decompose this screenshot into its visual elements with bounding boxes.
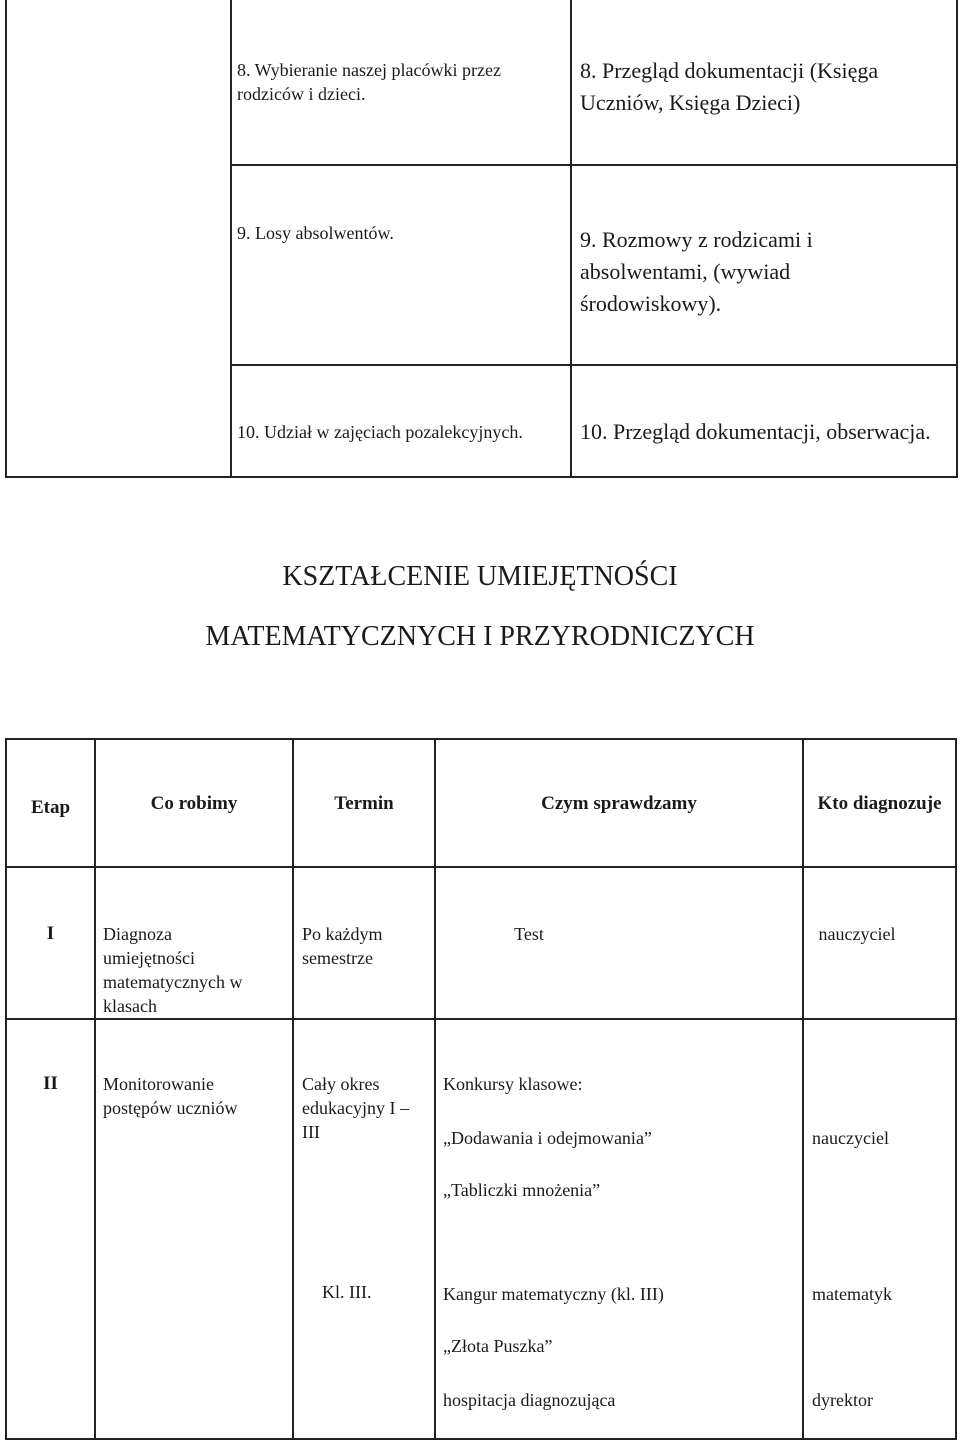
top-table-border-divider [230, 0, 232, 478]
check-method-item: „Złota Puszka” [443, 1336, 553, 1356]
check-method-item: „Tabliczki mnożenia” [443, 1180, 601, 1200]
top-table-border-right [956, 0, 958, 478]
diagnostician-cell: matematyk [812, 1284, 892, 1304]
column-header-czym-sprawdzamy: Czym sprawdzamy [541, 793, 697, 814]
diagnostician-cell: nauczyciel [818, 924, 896, 944]
activity-cell: Monitorowanie postępów uczniów [103, 1074, 238, 1118]
method-cell: 10. Przegląd dokumentacji, obserwacja. [580, 419, 931, 444]
column-header-co-robimy: Co robimy [150, 793, 238, 814]
main-table-border-right [955, 738, 957, 1440]
top-table-border-divider [570, 0, 572, 478]
check-method-item: Kangur matematyczny (kl. III) [443, 1284, 664, 1304]
main-table-row-line [5, 1018, 957, 1020]
main-table-border-top [5, 738, 957, 740]
term-cell: Po każdym semestrze [302, 924, 383, 968]
criterion-cell: 9. Losy absolwentów. [237, 223, 394, 243]
column-header-kto-diagnozuje: Kto diagnozuje [817, 793, 942, 814]
method-cell: 8. Przegląd dokumentacji (Księga Uczniów, Księga Dzieci) [580, 58, 879, 115]
check-method-item: hospitacja diagnozująca [443, 1390, 616, 1410]
method-cell: 9. Rozmowy z rodzicami i absolwentami, (wywiad środowiskowy). [580, 227, 813, 316]
stage-label: I [46, 923, 55, 944]
main-table-col-divider [434, 738, 436, 1440]
criterion-cell: 8. Wybieranie naszej placówki przez rodziców i dzieci. [237, 60, 501, 104]
column-header-termin: Termin [334, 793, 394, 814]
main-table-col-divider [292, 738, 294, 1440]
stage-label: II [43, 1073, 58, 1094]
activity-cell: Diagnoza umiejętności matematycznych w klasach [103, 924, 243, 1016]
top-table-border-bottom [5, 476, 958, 478]
main-table-col-divider [802, 738, 804, 1440]
diagnostician-cell: dyrektor [812, 1390, 873, 1410]
main-table-border-bottom [5, 1438, 957, 1440]
diagnostician-cell: nauczyciel [812, 1128, 889, 1148]
check-method-item: „Dodawania i odejmowania” [443, 1128, 652, 1148]
top-table-row-line [230, 164, 958, 166]
top-table-border-left [5, 0, 7, 478]
main-table-row-line [5, 866, 957, 868]
check-method-cell: Test [514, 924, 544, 944]
check-method-item: Konkursy klasowe: [443, 1074, 583, 1094]
column-header-etap: Etap [30, 797, 71, 818]
section-heading-line-2: MATEMATYCZNYCH I PRZYRODNICZYCH [205, 621, 755, 652]
term-cell: Kl. III. [322, 1282, 372, 1302]
main-table-col-divider [94, 738, 96, 1440]
criterion-cell: 10. Udział w zajęciach pozalekcyjnych. [237, 422, 523, 442]
section-heading-line-1: KSZTAŁCENIE UMIEJĘTNOŚCI [282, 561, 678, 592]
top-table-row-line [230, 364, 958, 366]
term-cell: Cały okres edukacyjny I – III [302, 1074, 409, 1142]
